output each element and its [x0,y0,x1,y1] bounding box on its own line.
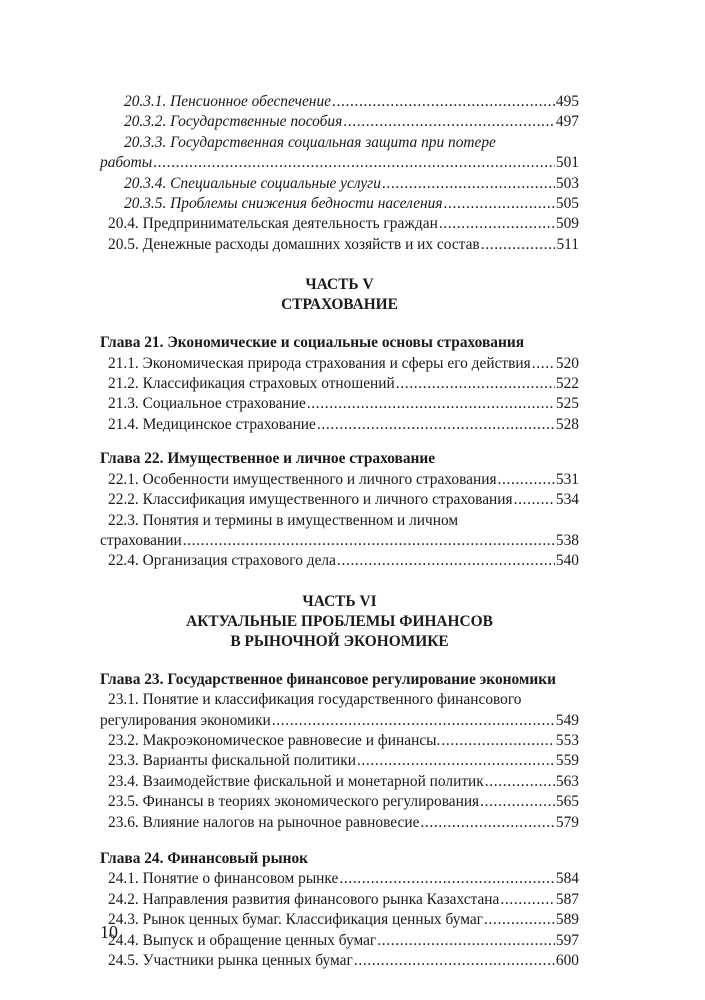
toc-entry: 21.3. Социальное страхование . . . 525 [100,394,579,414]
leader-dots [153,153,555,173]
leader-dots [396,374,555,394]
leader-dots [357,751,555,771]
toc-entry: 24.3. Рынок ценных бумаг. Классификация ценных бумаг . . . 589 [100,910,579,930]
toc-entry: 23.6. Влияние налогов на рыночное равновесие . . . 579 [100,813,579,833]
leader-dots [532,354,555,374]
toc-entry-line: 22.3. Понятия и термины в имущественном и личном [108,511,459,529]
leader-dots [498,470,555,490]
leader-dots [514,490,555,510]
toc-entry: 24.2. Направления развития финансового рынка Казахстана . . . 587 [100,890,579,910]
leader-dots [354,951,555,971]
toc-entry: 22.2. Классификация имущественного и личного страхования . . . 534 [100,490,579,510]
part-heading: ЧАСТЬ V СТРАХОВАНИЕ [281,276,398,314]
toc-entry: 24.5. Участники рынка ценных бумаг . . . 600 [100,951,579,971]
leader-dots [485,772,555,792]
toc-entry: 24.1. Понятие о финансовом рынке . . . 584 [100,869,579,889]
chapter-heading: Глава 24. Финансовый рынок [100,849,309,867]
leader-dots [481,235,556,255]
toc-entry: 21.4. Медицинское страхование . . . 528 [100,415,579,435]
leader-dots [382,174,555,194]
toc-entry: 21.2. Классификация страховых отношений . . . 522 [100,374,579,394]
toc-entry: 20.5. Денежные расходы домашних хозяйств и их состав . . . 511 [100,235,579,255]
chapter-heading: Глава 21. Экономические и социальные основы страхования [100,334,525,352]
toc-entry: 20.4. Предпринимательская деятельность граждан . . . 509 [100,214,579,234]
toc-entry-line: 23.1. Понятие и классификация государственного финансового [108,691,522,709]
chapter-heading: Глава 23. Государственное финансовое регулирование экономики [100,670,557,688]
leader-dots [183,531,555,551]
toc-entry: работы . . . 501 [100,153,579,173]
toc-entry-line: 20.3.3. Государственная социальная защита при потере [124,133,496,151]
chapter-heading: Глава 22. Имущественное и личное страхование [100,450,436,468]
toc-entry: 20.3.4. Специальные социальные услуги . . . 503 [100,174,579,194]
toc-page [100,92,579,971]
leader-dots [420,813,555,833]
toc-entry: регулирования экономики . . . 549 [100,711,579,731]
toc-entry: 23.4. Взаимодействие фискальной и монетарной политик . . . 563 [100,772,579,792]
toc-entry: 20.3.1. Пенсионное обеспечение . . . 495 [100,92,579,112]
leader-dots [500,890,555,910]
toc-entry: 23.2. Макроэкономическое равновесие и финансы. . . . 553 [100,731,579,751]
leader-dots [339,869,555,889]
toc-entry: 22.4. Организация страхового дела . . . 540 [100,551,579,571]
leader-dots [480,792,555,812]
toc-entry: 21.1. Экономическая природа страхования и сферы его действия . . . 520 [100,354,579,374]
toc-entry: 20.3.2. Государственные пособия . . . 497 [100,112,579,132]
leader-dots [307,394,555,414]
leader-dots [444,194,555,214]
leader-dots [377,931,555,951]
leader-dots [332,92,555,112]
leader-dots [317,415,555,435]
leader-dots [439,214,555,234]
toc-entry: 23.3. Варианты фискальной политики . . . 559 [100,751,579,771]
toc-entry: 23.5. Финансы в теориях экономического регулирования . . . 565 [100,792,579,812]
page-number: 10 [100,922,118,942]
toc-entry: 22.1. Особенности имущественного и личного страхования . . . 531 [100,470,579,490]
toc-entry: страховании . . . 538 [100,531,579,551]
leader-dots [441,731,555,751]
leader-dots [484,910,555,930]
leader-dots [337,551,555,571]
toc-entry: 24.4. Выпуск и обращение ценных бумаг . . . 597 [100,931,579,951]
leader-dots [272,711,555,731]
toc-entry: 20.3.5. Проблемы снижения бедности населения . . . 505 [100,194,579,214]
leader-dots [343,112,555,132]
part-heading: ЧАСТЬ VI АКТУАЛЬНЫЕ ПРОБЛЕМЫ ФИНАНСОВ В РЫНОЧНОЙ ЭКОНОМИКЕ [186,592,493,650]
